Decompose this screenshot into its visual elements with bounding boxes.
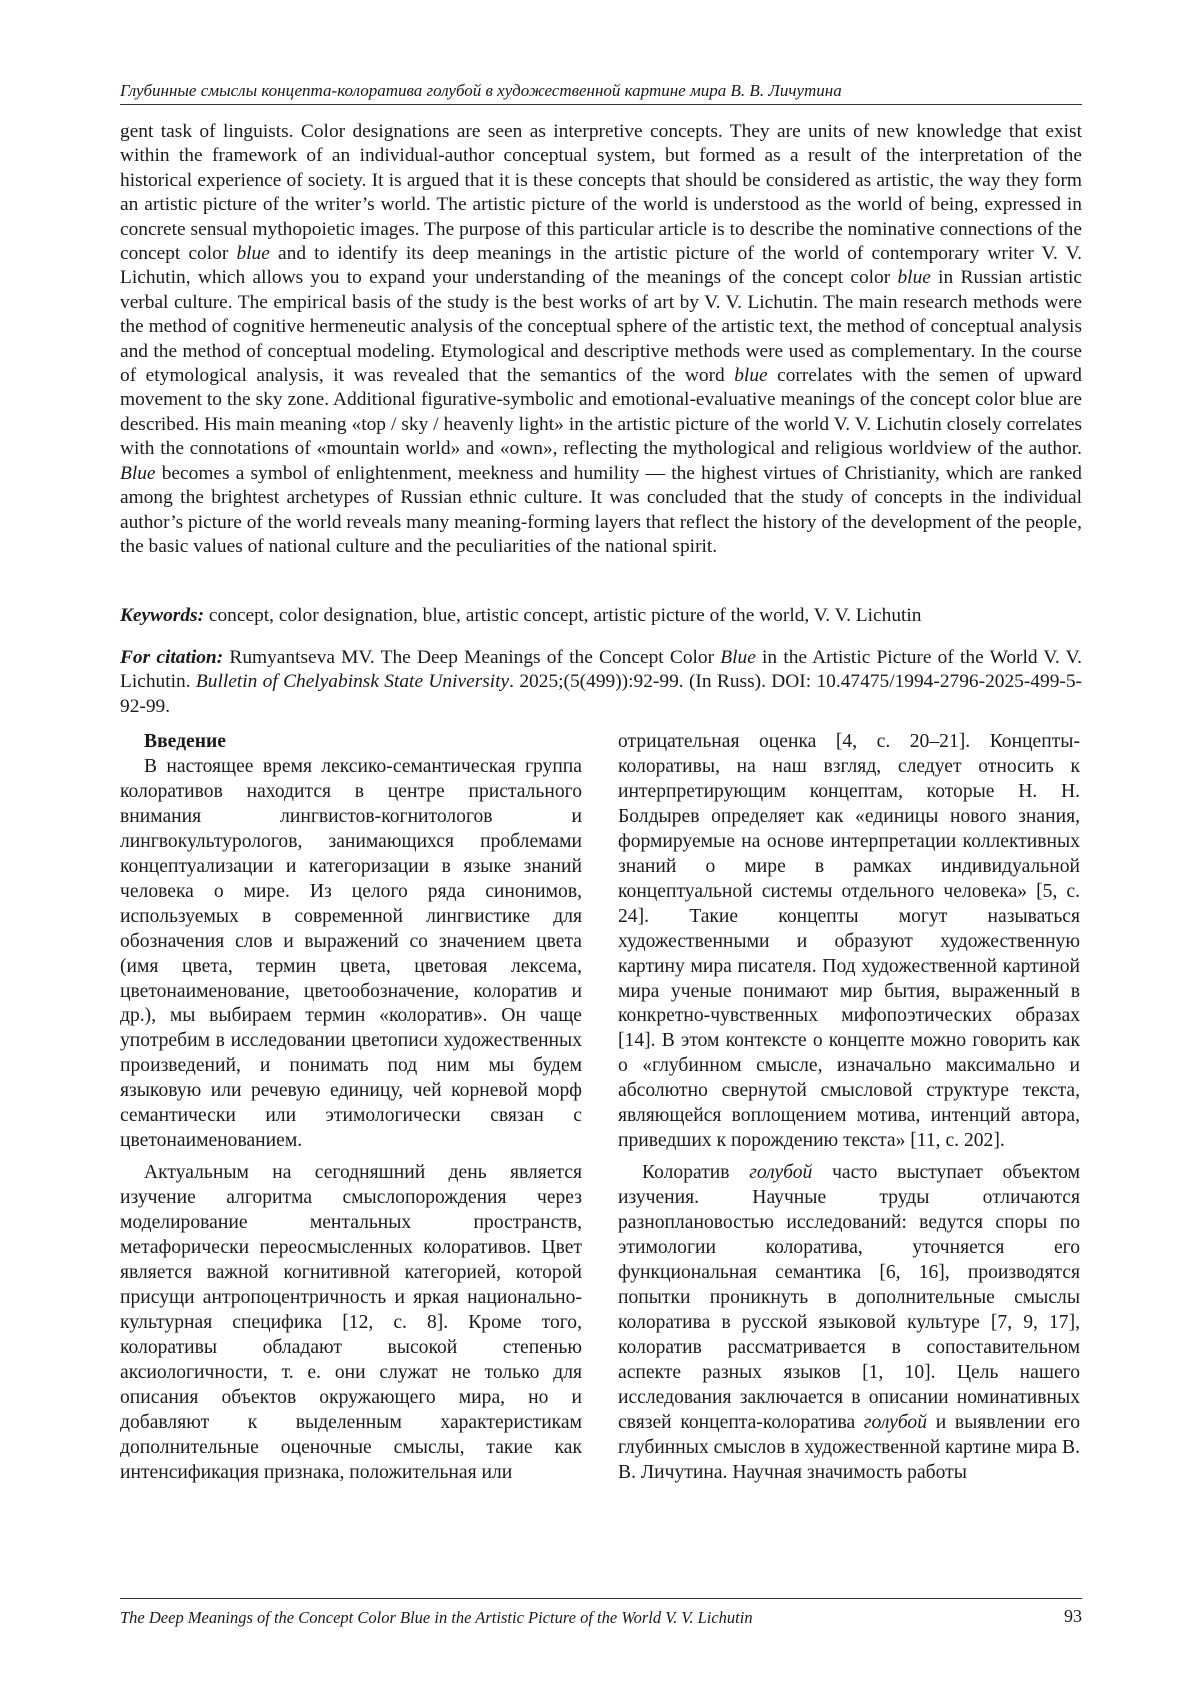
- section-heading: Введение: [144, 731, 226, 752]
- left-column: [120, 730, 582, 1486]
- page-number: 93: [1064, 1606, 1082, 1626]
- paragraph: В настоящее время лексико-семантическая группа колоративов находится в центре пристального внимания лингвистов-когнитологов и лингвокультурологов, занимающихся проблемами концептуализации и категоризации в языке знаний человека о мире. Из целого ряда синонимов, используемых в современной лингвистике для обозначения слов и выражений со значением цвета (имя цвета, термин цвета, цветовая лексема, цветонаименование, цветообозначение, колоратив и др.), мы выбираем термин «колоратив». Он чаще употребим в исследовании цветописи художественных произведений, и понимать под ним мы будем языковую или речевую единицу, чей корневой морф семантически или этимологически связан с цветонаименованием.: [120, 755, 582, 1152]
- footer-divider: [120, 1598, 1082, 1599]
- keywords-text: concept, color designation, blue, artistic concept, artistic picture of the world, V. V. Lichutin: [204, 605, 922, 626]
- paragraph: Актуальным на сегодняшний день является изучение алгоритма смыслопорождения через моделирование ментальных пространств, метафорически переосмысленных колоративов. Цвет является важной когнитивной категорией, которой присущи антропоцентричность и яркая национально-культурная специфика [12, с. 8]. Кроме того, колоративы обладают высокой степенью аксиологичности, т. е. они служат не только для описания объектов окружающего мира, но и добавляют к выделенным характеристикам дополнительные оценочные смыслы, такие как интенсификация признака, положительная или: [120, 1162, 582, 1483]
- paragraph: отрицательная оценка [4, с. 20–21]. Концепты-колоративы, на наш взгляд, следует относить к интерпретирующим концептам, которые Н. Н. Болдырев определяет как «единицы нового знания, формируемые на основе интерпретации коллективных знаний о мире в рамках индивидуальной концептуальной системы отдельного человека» [5, с. 24]. Такие концепты могут называться художественными и образуют художественную картину мира писателя. Под художественной картиной мира ученые понимают мир бытия, выраженный в конкретно-чувственных мифопоэтических образах [14]. В этом контексте о концепте можно говорить как о «глубинном смысле, изначально максимально и абсолютно свернутой смысловой структуре текста, являющейся воплощением мотива, интенций автора, приведших к порождению текста» [11, с. 202].: [618, 731, 1080, 1152]
- citation-label: For citation:: [120, 647, 224, 668]
- citation: For citation: Rumyantseva MV. The Deep Meanings of the Concept Color Blue in the Artistic Picture of the World V. V. Lichutin. Bulletin of Chelyabinsk State University. 2025;(5(499)):92-99. (In Russ). DOI: 10.47475/1994-2796-2025-499-5-92-99.: [120, 647, 1083, 717]
- abstract: [120, 120, 1082, 559]
- abstract-text: gent task of linguists. Color designations are seen as interpretive concepts. They are units of new knowledge that exist within the framework of an individual-author conceptual system, but formed as a result of the interpretation of the historical experience of society. It is argued that it is these concepts that should be considered as artistic, the way they form an artistic picture of the writer’s world. The artistic picture of the world is understood as the world of being, expressed in concrete sensual mythopoietic images. The purpose of this particular article is to describe the nominative connections of the concept color blue and to identify its deep meanings in the artistic picture of the world of contemporary writer V. V. Lichutin, which allows you to expand your understanding of the meanings of the concept color blue in Russian artistic verbal culture. The empirical basis of the study is the best works of art by V. V. Lichutin. The main research methods were the method of cognitive hermeneutic analysis of the conceptual sphere of the artistic text, the method of conceptual analysis and the method of conceptual modeling. Etymological and descriptive methods were used as complementary. In the course of etymological analysis, it was revealed that the semantics of the word blue correlates with the semen of upward movement to the sky zone. Additional figurative-symbolic and emotional-evaluative meanings of the concept color blue are described. His main meaning «top / sky / heavenly light» in the artistic picture of the world V. V. Lichutin closely correlates with the connotations of «mountain world» and «own», reflecting the mythological and religious worldview of the author. Blue becomes a symbol of enlightenment, meekness and humility — the highest virtues of Christianity, which are ranked among the brightest archetypes of Russian ethnic culture. It was concluded that the study of concepts in the individual author’s picture of the world reveals many meaning-forming layers that reflect the history of the development of the people, the basic values of national culture and the peculiarities of the national spirit.: [120, 121, 1082, 557]
- paragraph: Колоратив голубой часто выступает объектом изучения. Научные труды отличаются разноплановостью исследований: ведутся споры по этимологии колоратива, уточняется его функциональная семантика [6, 16], производятся попытки проникнуть в дополнительные смыслы колоратива в русской языковой культуре [7, 9, 17], колоратив рассматривается в сопоставительном аспекте разных языков [1, 10]. Цель нашего исследования заключается в описании номинативных связей концепта-колоратива голубой и выявлении его глубинных смыслов в художественной картине мира В. В. Личутина. Научная значимость работы: [618, 1162, 1081, 1483]
- header-divider: [120, 104, 1082, 105]
- running-header: Глубинные смыслы концепта-колоратива голубой в художественной картине мира В. В. Личутина: [120, 81, 842, 100]
- keywords-label: Keywords:: [120, 605, 205, 626]
- running-footer: The Deep Meanings of the Concept Color Blue in the Artistic Picture of the World V. V. Lichutin: [120, 1608, 753, 1627]
- keywords: [120, 604, 1082, 628]
- right-column: [618, 730, 1080, 1486]
